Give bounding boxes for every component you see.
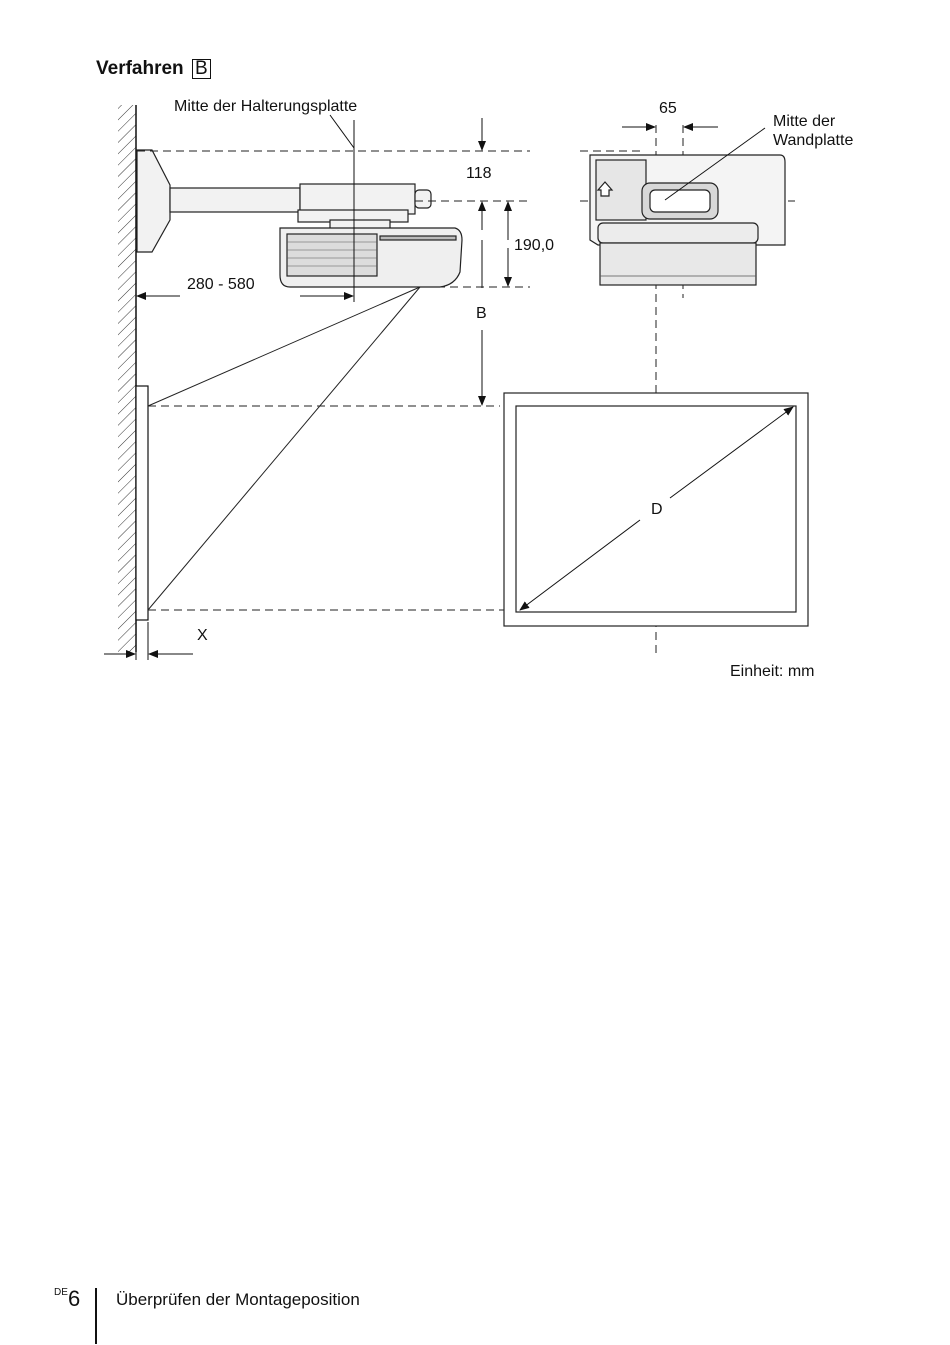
label-dim-190: 190,0	[514, 237, 555, 254]
footer-lang: DE	[54, 1287, 68, 1298]
label-dim-range: 280 - 580	[187, 276, 255, 293]
screen-side	[136, 386, 148, 620]
label-bracket-center: Mitte der Halterungsplatte	[174, 98, 358, 115]
label-dim-b: B	[476, 305, 487, 322]
label-dim-d: D	[651, 501, 663, 518]
label-dim-x: X	[197, 627, 208, 644]
bracket-leader	[330, 115, 354, 148]
label-wall-plate-center-1: Mitte der	[773, 113, 836, 130]
wall	[118, 105, 136, 652]
projector-front	[598, 223, 758, 285]
label-dim-65: 65	[659, 100, 677, 117]
footer-page-number: 6	[68, 1286, 81, 1311]
label-unit: Einheit: mm	[730, 663, 815, 680]
projector-side	[280, 228, 462, 287]
footer-divider	[95, 1288, 97, 1344]
footer-title: Überprüfen der Montageposition	[116, 1290, 360, 1309]
projection-lines	[148, 287, 420, 610]
label-dim-118: 118	[466, 165, 492, 182]
heading-text: Verfahren	[96, 58, 184, 79]
heading-box-letter: B	[192, 59, 211, 79]
label-wall-plate-center-2: Wandplatte	[773, 132, 854, 149]
